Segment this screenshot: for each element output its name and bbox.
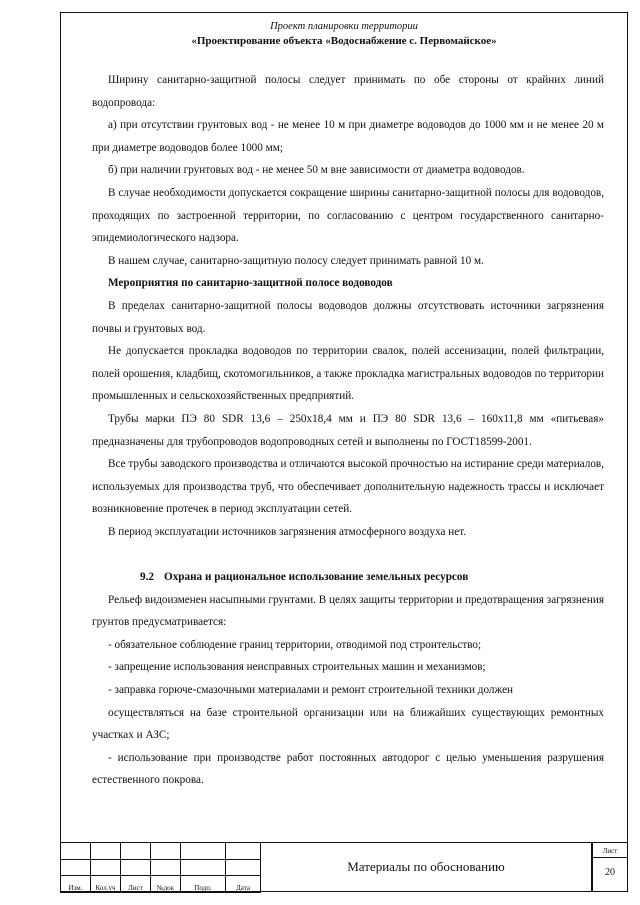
sheet-label: Лист — [593, 845, 627, 858]
col-list: Лист — [121, 876, 151, 893]
section-number: 9.2 — [140, 571, 154, 584]
paragraph: Рельеф видоизменен насыпными грунтами. В целях защиты территории и предотвращения загрязнения грунтов предусматривается: — [92, 593, 604, 629]
cell — [226, 860, 261, 876]
cell — [181, 843, 226, 860]
paragraph: В период эксплуатации источников загрязнения атмосферного воздуха нет. — [108, 525, 467, 538]
section-title: Охрана и рациональное использование земельных ресурсов — [164, 571, 469, 584]
object-title: «Проектирование объекта «Водоснабжение с. Первомайское» — [191, 35, 497, 47]
paragraph: Не допускается прокладка водоводов по территории свалок, полей ассенизации, полей фильтрации, полей орошения, кладбищ, скотомогильников, а также прокладка магистральных водоводов по территории промышленных и сельскохозяйственных предприятий. — [92, 345, 604, 403]
blank-line — [92, 543, 604, 566]
cell — [151, 843, 181, 860]
document-body — [92, 69, 604, 792]
list-item: - использование при производстве работ постоянных автодорог с целью уменьшения разрушения естественного покрова. — [92, 751, 604, 787]
cell — [91, 843, 121, 860]
measures-heading: Мероприятия по санитарно-защитной полосе водоводов — [108, 277, 393, 290]
col-ndoc: №док — [151, 876, 181, 893]
paragraph: осуществляться на базе строительной организации или на ближайших существующих ремонтных участках и АЗС; — [92, 706, 604, 742]
col-data: Дата — [226, 876, 261, 893]
cell — [61, 843, 91, 860]
cell — [91, 860, 121, 876]
title-block — [60, 842, 628, 892]
col-podp: Подп. — [181, 876, 226, 893]
project-line: Проект планировки территории — [270, 21, 418, 32]
revision-table — [60, 842, 261, 893]
cell — [151, 860, 181, 876]
paragraph: а) при отсутствии грунтовых вод - не менее 10 м при диаметре водоводов до 1000 мм и не менее 20 м при диаметре водоводов более 1000 мм; — [92, 119, 604, 154]
list-item: - запрещение использования неисправных строительных машин и механизмов; — [108, 661, 486, 674]
col-kolvo: Кол.уч — [91, 876, 121, 893]
sheet-box — [592, 842, 628, 892]
cell — [121, 843, 151, 860]
paragraph: Все трубы заводского производства и отличаются высокой прочностью на истирание среди материалов, используемых для производства труб, что обеспечивает дополнительную надежность трассы и исключает возникновение протечек в период эксплуатации сетей. — [92, 458, 604, 516]
paragraph: б) при наличии грунтовых вод - не менее 50 м вне зависимости от диаметра водоводов. — [108, 164, 525, 177]
paragraph: В нашем случае, санитарно-защитную полосу следует принимать равной 10 м. — [108, 254, 484, 267]
paragraph: Ширину санитарно-защитной полосы следует принимать по обе стороны от крайних линий водопровода: — [92, 74, 604, 109]
list-item: - заправка горюче-смазочными материалами и ремонт строительной техники должен — [108, 684, 514, 697]
cell — [181, 860, 226, 876]
paragraph: В пределах санитарно-защитной полосы водоводов должны отсутствовать источники загрязнения почвы и грунтовых вод. — [92, 299, 604, 335]
sheet-number: 20 — [605, 867, 615, 878]
cell — [61, 860, 91, 876]
cell — [226, 843, 261, 860]
cell — [121, 860, 151, 876]
stamp-title — [260, 842, 592, 892]
col-izm: Изм. — [61, 876, 91, 893]
section-heading — [92, 566, 604, 589]
stamp-title-text: Материалы по обоснованию — [347, 859, 505, 874]
paragraph: В случае необходимости допускается сокращение ширины санитарно-защитной полосы для водоводов, проходящих по застроенной территории, по согласованию с центром государственного санитарно-эпидемиологического надзора. — [92, 186, 604, 245]
list-item: - обязательное соблюдение границ территории, отводимой под строительство; — [108, 638, 482, 651]
paragraph: Трубы марки ПЭ 80 SDR 13,6 – 250х18,4 мм и ПЭ 80 SDR 13,6 – 160х11,8 мм «питьевая» предназначены для трубопроводов водопроводных сетей и выполнены по ГОСТ18599-2001. — [92, 412, 604, 448]
